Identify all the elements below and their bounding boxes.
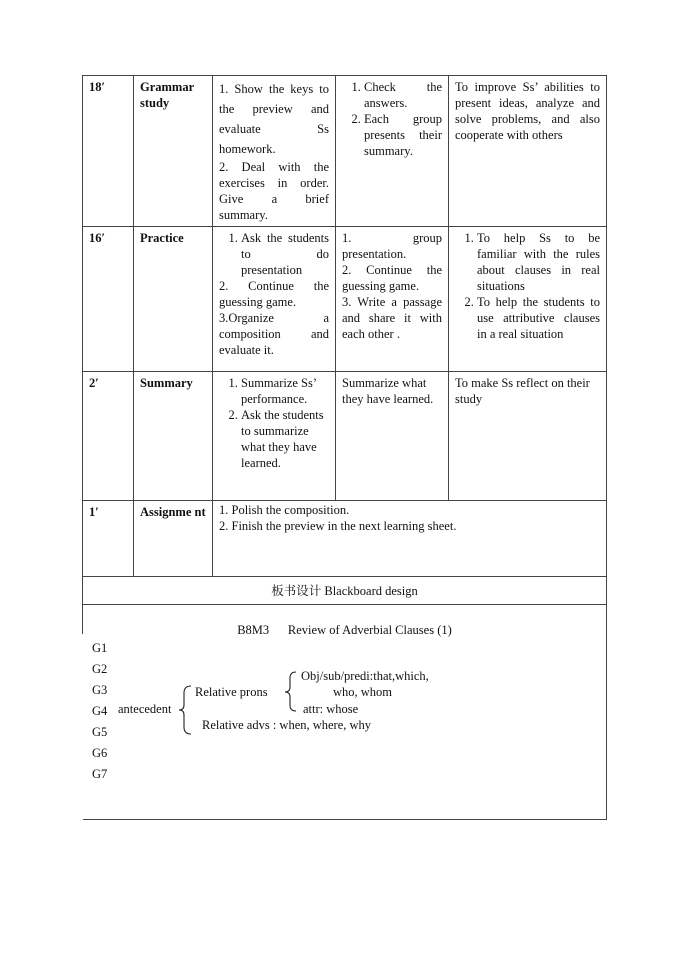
table-row: [83, 76, 607, 227]
table-row: [83, 501, 607, 577]
teacher-activity-item: 1. Show the keys to the preview and evaluate Ss homework.: [219, 82, 329, 156]
step-cell: Practice: [134, 227, 213, 372]
group-label: G1: [92, 641, 108, 655]
time-cell: 18′: [83, 76, 134, 227]
step-cell: Assignme nt: [134, 501, 213, 577]
purpose-cell: To improve Ss’ abilities to present ideas, analyze and solve problems, and also cooperate with others: [449, 76, 607, 227]
right-curly-brace: [285, 672, 296, 711]
assignment-item: 2. Finish the preview in the next learning sheet.: [219, 519, 457, 533]
relative-advs-label: Relative advs : when, where, why: [202, 718, 372, 732]
time-cell: 1′: [83, 501, 134, 577]
student-activity-item: 2. Continue the guessing game.: [342, 263, 442, 293]
lesson-plan-table: [82, 75, 607, 605]
purpose-cell: [449, 227, 607, 372]
table-row: [83, 577, 607, 605]
attr-whose-label: attr: whose: [303, 702, 359, 716]
teacher-activity-item: 2. Ask the students to summarize what they have learned.: [241, 407, 329, 471]
blackboard-design-box: [82, 603, 607, 820]
teacher-activity-item: 3.Organize a composition and evaluate it.: [219, 311, 329, 357]
step-cell: Summary: [134, 372, 213, 501]
student-activity-cell: Summarize what they have learned.: [336, 372, 449, 501]
assignment-item: 1. Polish the composition.: [219, 503, 350, 517]
teacher-activity-item: 2. Deal with the exercises in order. Give a brief summary.: [219, 160, 329, 222]
group-label: G4: [92, 704, 108, 718]
relative-prons-label: Relative prons: [195, 685, 268, 699]
group-label: G7: [92, 767, 108, 781]
purpose-cell: To make Ss reflect on their study: [449, 372, 607, 501]
left-curly-brace: [179, 686, 191, 734]
teacher-activity-cell: [213, 372, 336, 501]
group-label: G2: [92, 662, 108, 676]
time-cell: 16′: [83, 227, 134, 372]
blackboard-title: B8M3 Review of Adverbial Clauses (1): [237, 623, 452, 637]
student-activity-item: 1. group presentation.: [342, 231, 442, 261]
student-activity-item: 1. Check the answers.: [364, 79, 442, 111]
purpose-item: 1. To help Ss to be familiar with the rules about clauses in real situations: [477, 230, 600, 294]
student-activity-cell: [336, 76, 449, 227]
blackboard-heading: 板书设计 Blackboard design: [83, 577, 607, 605]
teacher-activity-item: 1. Ask the students to do presentation: [241, 230, 329, 278]
time-cell: 2′: [83, 372, 134, 501]
border-gap: [80, 634, 83, 822]
antecedent-label: antecedent: [118, 702, 172, 716]
assignment-cell: [213, 501, 607, 577]
group-label: G6: [92, 746, 108, 760]
teacher-activity-item: 2. Continue the guessing game.: [219, 279, 329, 309]
table-row: [83, 372, 607, 501]
brace-diagram: [83, 603, 606, 819]
student-activity-cell: [336, 227, 449, 372]
group-label: G3: [92, 683, 108, 697]
student-activity-item: 2. Each group presents their summary.: [364, 111, 442, 159]
teacher-activity-cell: [213, 76, 336, 227]
teacher-activity-cell: [213, 227, 336, 372]
student-activity-item: 3. Write a passage and share it with each other .: [342, 295, 442, 341]
table-row: [83, 227, 607, 372]
obj-sub-predi-label: Obj/sub/predi:that,which,: [301, 669, 429, 683]
purpose-item: 2. To help the students to use attributive clauses in a real situation: [477, 294, 600, 342]
step-cell: Grammar study: [134, 76, 213, 227]
who-whom-label: who, whom: [333, 685, 393, 699]
teacher-activity-item: 1. Summarize Ss’ performance.: [241, 375, 329, 407]
group-label: G5: [92, 725, 108, 739]
